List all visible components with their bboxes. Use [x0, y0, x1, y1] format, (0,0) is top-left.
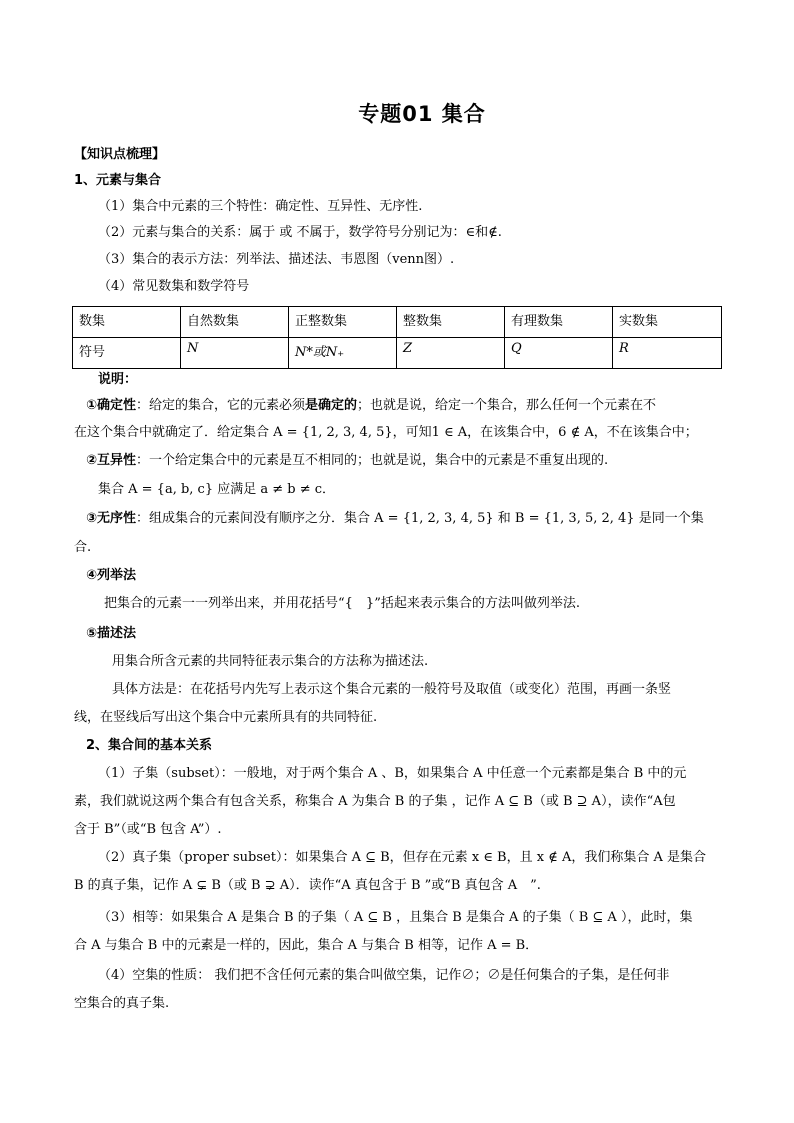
heading-enumeration: ④列举法 — [86, 568, 137, 583]
number-sets-table — [72, 306, 722, 369]
text-line: 线，在竖线后写出这个集合中元素所具有的共同特征. — [74, 710, 378, 725]
table-cell: 正整数集 — [289, 307, 397, 338]
notes-label: 说明： — [98, 372, 138, 387]
note-distinctness — [86, 452, 736, 470]
note-unordered — [86, 510, 736, 528]
term-definite: 是确定的 — [305, 398, 358, 413]
text-line: 在这个集合中就确定了．给定集合 A = {1, 2, 3, 4, 5}，可知1 ∈ A，在该集合中，6 ∉ A，不在该集合中； — [74, 425, 698, 440]
table-cell: 实数集 — [613, 307, 722, 338]
heading-elements-and-sets: 1、元素与集合 — [74, 173, 162, 188]
term-certainty: ①确定性 — [86, 398, 137, 413]
text-line: （2）真子集（proper subset）：如果集合 A ⊆ B，但存在元素 x ∈ B，且 x ∉ A，我们称集合 A 是集合 — [98, 850, 706, 865]
table-cell: 整数集 — [397, 307, 505, 338]
text-line: 集合 A = {a, b, c} 应满足 a ≠ b ≠ c． — [98, 482, 336, 497]
text-span: ：给定的集合，它的元素必须 — [136, 398, 306, 413]
text-line: （4）常见数集和数学符号 — [98, 279, 250, 294]
text-line: （3）相等：如果集合 A 是集合 B 的子集（ A ⊆ B ，且集合 B 是集合 A 的子集（ B ⊆ A ），此时，集 — [98, 910, 693, 925]
table-cell: N*或N₊ — [289, 338, 397, 369]
table-cell: R — [613, 338, 722, 369]
text-line: 空集合的真子集. — [74, 996, 170, 1011]
text-span: ：一个给定集合中的元素是互不相同的；也就是说，集合中的元素是不重复出现的. — [136, 453, 609, 468]
text-span: ；也就是说，给定一个集合，那么任何一个元素在不 — [357, 398, 657, 413]
table-cell: Q — [505, 338, 613, 369]
table-cell: 数集 — [73, 307, 181, 338]
text-line: 把集合的元素一一列举出来，并用花括号“{ }”括起来表示集合的方法叫做列举法. — [104, 596, 580, 611]
term-unordered: ③无序性 — [86, 511, 137, 526]
text-line: 合 A 与集合 B 中的元素是一样的，因此，集合 A 与集合 B 相等，记作 A = B． — [74, 938, 539, 953]
table-header-row — [73, 307, 722, 338]
heading-set-relations: 2、集合间的基本关系 — [86, 738, 213, 753]
text-line: （2）元素与集合的关系：属于 或 不属于，数学符号分别记为：∈和∉. — [98, 225, 502, 240]
text-line: 合. — [74, 540, 92, 555]
text-line: 具体方法是：在花括号内先写上表示这个集合元素的一般符号及取值（或变化）范围，再画一条竖 — [112, 682, 672, 697]
text-line: （3）集合的表示方法：列举法、描述法、韦恩图（venn图）. — [98, 252, 455, 267]
term-distinctness: ②互异性 — [86, 453, 137, 468]
page-title: 专题01 集合 — [358, 102, 486, 126]
table-row — [73, 338, 722, 369]
table-cell: Z — [397, 338, 505, 369]
text-line: （4）空集的性质： 我们把不含任何元素的集合叫做空集，记作∅；∅是任何集合的子集，是任何非 — [98, 968, 670, 983]
text-line: 用集合所含元素的共同特征表示集合的方法称为描述法. — [112, 654, 429, 669]
text-line: （1）集合中元素的三个特性：确定性、互异性、无序性. — [98, 199, 423, 214]
table-cell: 有理数集 — [505, 307, 613, 338]
text-span: ：组成集合的元素间没有顺序之分．集合 A = {1, 2, 3, 4, 5} 和 B = {1, 3, 5, 2, 4} 是同一个集 — [136, 511, 704, 526]
text-line: （1）子集（subset）：一般地，对于两个集合 A 、B，如果集合 A 中任意一个元素都是集合 B 中的元 — [98, 766, 687, 781]
table-cell: 自然数集 — [181, 307, 289, 338]
note-certainty — [86, 397, 736, 415]
text-line: B 的真子集，记作 A ⊊ B（或 B ⊋ A）．读作“A 真包含于 B ”或“B 真包含 A ”. — [74, 878, 541, 893]
text-line: 含于 B”（或“B 包含 A”）. — [74, 822, 222, 837]
text-line: 素，我们就说这两个集合有包含关系，称集合 A 为集合 B 的子集 ，记作 A ⊆ B（或 B ⊇ A），读作“A包 — [74, 794, 676, 809]
table-cell: 符号 — [73, 338, 181, 369]
section-header: 【知识点梳理】 — [74, 147, 166, 162]
heading-description: ⑤描述法 — [86, 626, 137, 641]
table-cell: N — [181, 338, 289, 369]
